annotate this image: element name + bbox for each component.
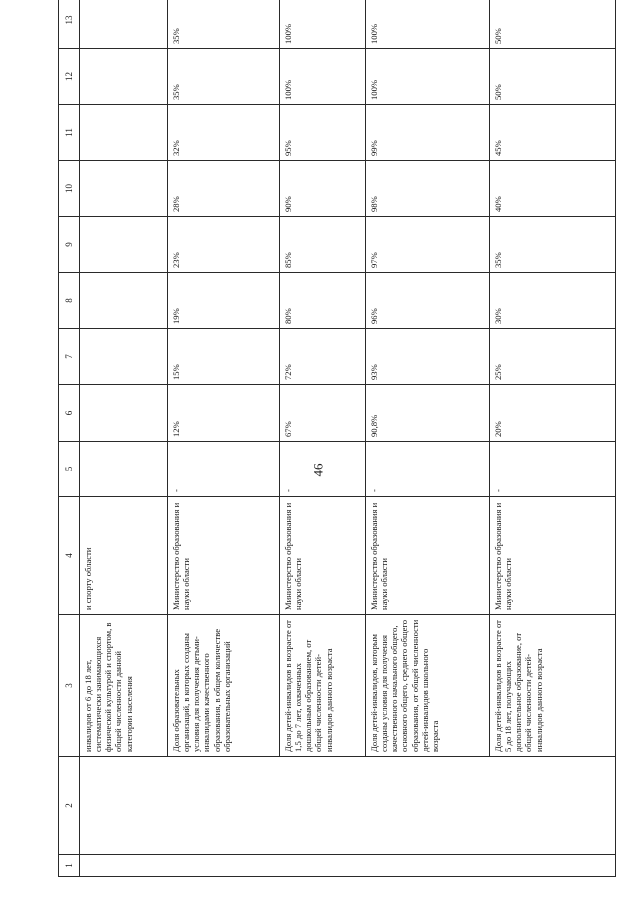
responsible-executor: и спорту области (80, 497, 168, 615)
value-cell: 97% (366, 217, 490, 273)
value-cell: 40% (490, 161, 616, 217)
value-cell (80, 329, 168, 385)
indicator-name: Доля детей-инвалидов в возрасте от 5 до 18 лет, получающих дополнительное образование, от общей численности детей-инвалидов данного возраста (490, 615, 616, 757)
value-cell: 85% (280, 217, 366, 273)
header-cell: 13 (59, 0, 80, 49)
value-cell: 15% (168, 329, 280, 385)
value-cell: 100% (366, 0, 490, 49)
page-number: 46 (310, 463, 326, 477)
value-cell: 30% (490, 273, 616, 329)
value-cell: 28% (168, 161, 280, 217)
table-row (168, 0, 280, 877)
value-cell (80, 217, 168, 273)
table-row (80, 0, 168, 877)
header-cell: 6 (59, 385, 80, 442)
value-cell: 20% (490, 385, 616, 442)
indicator-name: Доля образовательных организаций, в которых созданы условия для получения детьми-инвалидами качественного образования, в общем количестве образовательных организаций (168, 615, 280, 757)
value-cell (80, 105, 168, 161)
header-cell: 4 (59, 497, 80, 615)
value-cell (80, 0, 168, 49)
value-cell: 100% (366, 49, 490, 105)
value-cell: 72% (280, 329, 366, 385)
responsible-executor: Министерство образования и науки области (280, 497, 366, 615)
table-row (280, 0, 366, 877)
indicators-table (58, 0, 616, 877)
table-row (490, 0, 616, 877)
value-cell: 80% (280, 273, 366, 329)
value-cell: 19% (168, 273, 280, 329)
value-cell: 50% (490, 0, 616, 49)
value-cell: 32% (168, 105, 280, 161)
value-cell: - (168, 442, 280, 497)
value-cell: 98% (366, 161, 490, 217)
value-cell: - (366, 442, 490, 497)
value-cell: 50% (490, 49, 616, 105)
header-cell: 2 (59, 757, 80, 855)
value-cell: 35% (168, 0, 280, 49)
value-cell: 99% (366, 105, 490, 161)
indicator-name: Доля детей-инвалидов, которым созданы условия для получения качественного начального общего, основного общего, среднего общего образования, от общей численности детей-инвалидов школьного возраста (366, 615, 490, 757)
value-cell: 25% (490, 329, 616, 385)
header-cell: 11 (59, 105, 80, 161)
header-cell: 3 (59, 615, 80, 757)
table-row (366, 0, 490, 877)
header-row (59, 0, 80, 877)
value-cell: 12% (168, 385, 280, 442)
header-cell: 9 (59, 217, 80, 273)
indicator-name: Доля детей-инвалидов в возрасте от 1,5 до 7 лет, охваченных дошкольным образованием, от общей численности детей-инвалидов данного возраста (280, 615, 366, 757)
value-cell: 90,8% (366, 385, 490, 442)
header-cell: 12 (59, 49, 80, 105)
value-cell: - (280, 442, 366, 497)
header-cell: 8 (59, 273, 80, 329)
value-cell: 95% (280, 105, 366, 161)
value-cell: 90% (280, 161, 366, 217)
responsible-executor: Министерство образования и науки области (168, 497, 280, 615)
rotated-table-wrapper (58, 15, 616, 877)
value-cell: 96% (366, 273, 490, 329)
header-cell: 5 (59, 442, 80, 497)
responsible-executor: Министерство образования и науки области (490, 497, 616, 615)
value-cell: 100% (280, 49, 366, 105)
cell-col2 (80, 757, 616, 855)
value-cell (80, 161, 168, 217)
responsible-executor: Министерство образования и науки области (366, 497, 490, 615)
value-cell (80, 385, 168, 442)
header-cell: 10 (59, 161, 80, 217)
value-cell: - (490, 442, 616, 497)
value-cell: 23% (168, 217, 280, 273)
value-cell: 35% (490, 217, 616, 273)
value-cell (80, 49, 168, 105)
value-cell: 100% (280, 0, 366, 49)
header-cell: 1 (59, 855, 80, 877)
cell-col1 (80, 855, 616, 877)
value-cell: 93% (366, 329, 490, 385)
value-cell: 45% (490, 105, 616, 161)
value-cell (80, 273, 168, 329)
indicator-name: инвалидов от 6 до 18 лет, систематически занимающихся физической культурой и спортом, в общей численности данной категории населения (80, 615, 168, 757)
value-cell: 67% (280, 385, 366, 442)
value-cell (80, 442, 168, 497)
header-cell: 7 (59, 329, 80, 385)
value-cell: 35% (168, 49, 280, 105)
